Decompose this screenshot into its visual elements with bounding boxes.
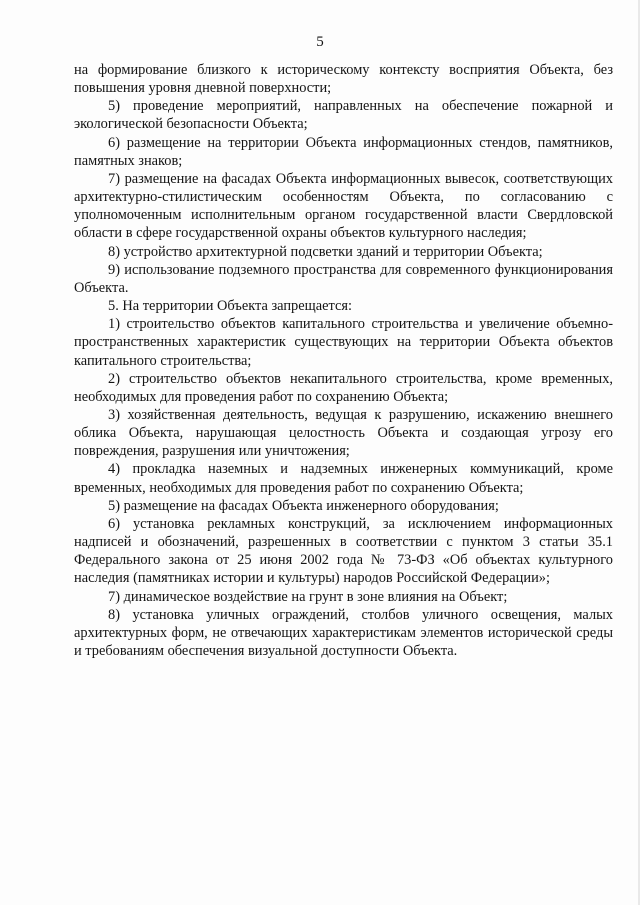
paragraph-item-9-underground: 9) использование подземного пространства для современного функционирования Объекта. [74, 261, 613, 296]
paragraph-prohibited-7-dynamic-impact: 7) динамическое воздействие на грунт в зоне влияния на Объект; [108, 588, 508, 605]
paragraph-item-6-info-stands: 6) размещение на территории Объекта информационных стендов, памятников, памятных знаков; [74, 134, 613, 169]
paragraph-prohibited-1-construction: 1) строительство объектов капитального строительства и увеличение объемно-пространственных характеристик существующих на территории Объекта объектов капитального строительства; [74, 316, 613, 369]
paragraph-prohibited-3-economic-activity: 3) хозяйственная деятельность, ведущая к разрушению, искажению внешнего облика Объекта, нарушающая целостность Объекта и создающая угрозу его повреждения, разрушения или уничтожения; [74, 406, 613, 460]
paragraph-prohibited-8-street-fences: 8) установка уличных ограждений, столбов уличного освещения, малых архитектурных форм, не отвечающих характеристикам элементов исторической среды и требованиям обеспечения визуальной доступности Объекта. [74, 606, 613, 659]
paragraph-prohibited-5-equipment: 5) размещение на фасадах Объекта инженерного оборудования; [108, 497, 499, 514]
paragraph-continuation: на формирование близкого к историческому контексту восприятия Объекта, без повышения уровня дневной поверхности; [74, 62, 613, 97]
document-body [74, 61, 613, 660]
paragraph-item-8-lighting: 8) устройство архитектурной подсветки зданий и территории Объекта; [108, 243, 543, 260]
paragraph-prohibited-2-temporary-construction: 2) строительство объектов некапитального строительства, кроме временных, необходимых для проведения работ по сохранению Объекта; [74, 370, 613, 405]
paragraph-prohibited-4-utilities: 4) прокладка наземных и надземных инженерных коммуникаций, кроме временных, необходимых для проведения работ по сохранению Объекта; [74, 461, 613, 496]
paragraph-item-5-fire-safety: 5) проведение мероприятий, направленных на обеспечение пожарной и экологической безопасности Объекта; [74, 98, 613, 133]
paragraph-item-7-signboards: 7) размещение на фасадах Объекта информационных вывесок, соответствующих архитектурно-стилистическим особенностям Объекта, по согласованию с уполномоченным исполнительным органом государственной власти Свердловской области в сфере государственной охраны объектов культурного наследия; [74, 170, 613, 242]
paragraph-prohibited-6-advertising: 6) установка рекламных конструкций, за исключением информационных надписей и обозначений, разрешенных в соответствии с пунктом 3 статьи 35.1 Федерального закона от 25 июня 2002 года № 73-ФЗ «Об объектах культурного наследия (памятниках истории и культуры) народов Российской Федерации»; [74, 515, 613, 587]
page-number: 5 [316, 34, 324, 50]
section-heading-prohibited: 5. На территории Объекта запрещается: [108, 298, 352, 315]
